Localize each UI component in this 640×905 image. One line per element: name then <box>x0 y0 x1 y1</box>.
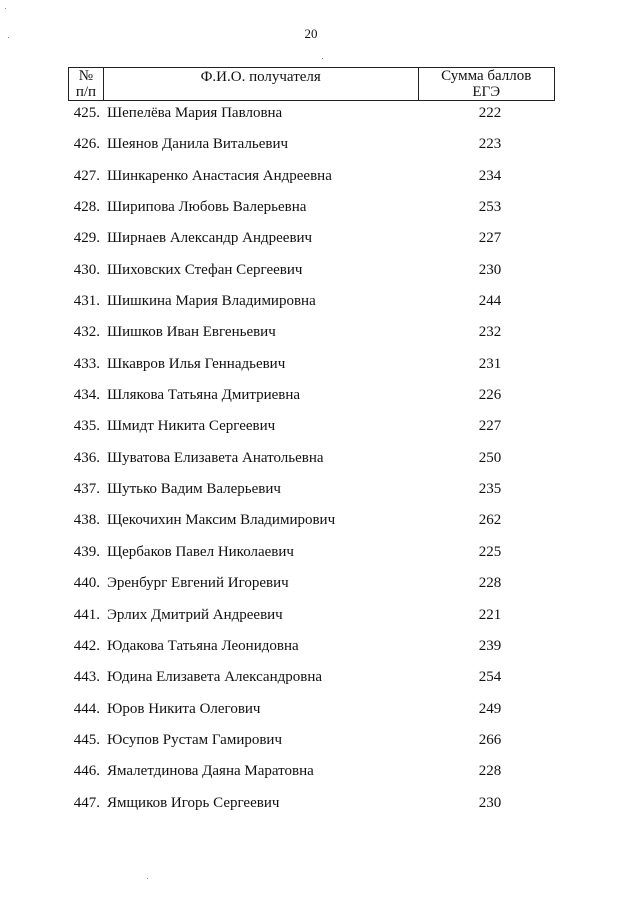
row-number: 441. <box>73 606 100 623</box>
table-row <box>0 510 640 541</box>
row-number: 427. <box>73 167 100 184</box>
recipient-name: Ширнаев Александр Андреевич <box>107 230 313 247</box>
header-number-line2: п/п <box>75 84 97 100</box>
row-number: 428. <box>73 199 100 216</box>
row-number: 430. <box>73 261 100 278</box>
table-row <box>0 416 640 447</box>
table-row <box>0 228 640 259</box>
row-number: 435. <box>73 418 100 435</box>
recipient-name: Шишкина Мария Владимировна <box>107 293 316 310</box>
recipient-name: Шепелёва Мария Павловна <box>107 105 283 121</box>
header-score-cell <box>418 68 555 101</box>
header-score-line1: Сумма баллов <box>441 68 532 84</box>
row-number: 444. <box>73 700 100 717</box>
recipient-name: Эренбург Евгений Игоревич <box>107 575 289 592</box>
scan-speck <box>5 8 6 9</box>
row-number: 442. <box>73 637 100 654</box>
recipient-name: Эрлих Дмитрий Андреевич <box>107 606 283 623</box>
table-row <box>0 699 640 730</box>
exam-score: 262 <box>478 512 502 529</box>
row-number: 434. <box>73 387 100 404</box>
recipient-name: Шуватова Елизавета Анатольевна <box>107 449 324 466</box>
table-row <box>0 761 640 792</box>
header-name-cell <box>103 68 418 101</box>
recipient-name: Юсупов Рустам Гамирович <box>107 731 283 748</box>
table-row <box>0 291 640 322</box>
exam-score: 266 <box>478 731 502 748</box>
exam-score: 231 <box>478 355 502 372</box>
exam-score: 232 <box>478 324 502 341</box>
exam-score: 250 <box>478 449 502 466</box>
recipient-name: Щербаков Павел Николаевич <box>107 543 294 560</box>
scan-speck <box>322 58 323 59</box>
table-row <box>0 134 640 165</box>
row-number: 437. <box>73 481 100 498</box>
exam-score: 253 <box>478 199 502 216</box>
exam-score: 223 <box>478 136 502 153</box>
recipient-list <box>0 103 640 824</box>
recipient-name: Шмидт Никита Сергеевич <box>107 418 276 435</box>
row-number: 433. <box>73 355 100 372</box>
table-row <box>0 479 640 510</box>
row-number: 443. <box>73 669 100 686</box>
table-header <box>68 67 555 101</box>
recipient-name: Шлякова Татьяна Дмитриевна <box>107 387 301 404</box>
recipient-name: Шеянов Данила Витальевич <box>107 136 289 153</box>
row-number: 429. <box>73 230 100 247</box>
recipient-name: Юдакова Татьяна Леонидовна <box>107 637 299 654</box>
recipient-name: Шкавров Илья Геннадьевич <box>107 355 286 372</box>
recipient-name: Шишков Иван Евгеньевич <box>107 324 276 341</box>
exam-score: 249 <box>478 700 502 717</box>
recipient-name: Шутько Вадим Валерьевич <box>107 481 281 498</box>
header-score-line2: ЕГЭ <box>472 84 501 100</box>
scan-speck <box>8 37 9 38</box>
exam-score: 230 <box>478 261 502 278</box>
recipient-name: Ямалетдинова Даяна Маратовна <box>107 763 314 780</box>
row-number: 439. <box>73 543 100 560</box>
exam-score: 244 <box>478 293 502 310</box>
exam-score: 239 <box>478 637 502 654</box>
table-row <box>0 322 640 353</box>
row-number: 447. <box>73 794 100 811</box>
exam-score: 228 <box>478 763 502 780</box>
recipient-name: Ямщиков Игорь Сергеевич <box>107 794 280 811</box>
row-number: 445. <box>73 731 100 748</box>
table-row <box>0 260 640 291</box>
recipient-name: Ширипова Любовь Валерьевна <box>107 199 307 216</box>
table-row <box>0 385 640 416</box>
row-number: 446. <box>73 763 100 780</box>
recipient-name: Шиховских Стефан Сергеевич <box>107 261 303 278</box>
recipient-name: Юдина Елизавета Александровна <box>107 669 323 686</box>
exam-score: 227 <box>478 418 502 435</box>
recipient-name: Юров Никита Олегович <box>107 700 261 717</box>
exam-score: 222 <box>478 105 502 121</box>
table-row <box>0 636 640 667</box>
table-row <box>0 103 640 134</box>
table-row <box>0 793 640 824</box>
table-row <box>0 667 640 698</box>
recipient-name: Щекочихин Максим Владимирович <box>107 512 336 529</box>
row-number: 440. <box>73 575 100 592</box>
exam-score: 254 <box>478 669 502 686</box>
row-number: 431. <box>73 293 100 310</box>
exam-score: 235 <box>478 481 502 498</box>
exam-score: 221 <box>478 606 502 623</box>
header-name: Ф.И.О. получателя <box>200 69 321 85</box>
row-number: 436. <box>73 449 100 466</box>
table-row <box>0 605 640 636</box>
row-number: 438. <box>73 512 100 529</box>
row-number: 426. <box>73 136 100 153</box>
table-row <box>0 197 640 228</box>
row-number: 425. <box>73 105 100 121</box>
exam-score: 227 <box>478 230 502 247</box>
exam-score: 226 <box>478 387 502 404</box>
exam-score: 234 <box>478 167 502 184</box>
header-number-cell <box>69 68 104 101</box>
scan-speck <box>147 878 148 879</box>
table-row <box>0 448 640 479</box>
exam-score: 228 <box>478 575 502 592</box>
page-number: 20 <box>304 26 318 41</box>
table-row <box>0 542 640 573</box>
table-row <box>0 354 640 385</box>
table-row <box>0 166 640 197</box>
exam-score: 225 <box>478 543 502 560</box>
header-number-line1: № <box>78 68 94 84</box>
table-row <box>0 573 640 604</box>
table-row <box>0 730 640 761</box>
row-number: 432. <box>73 324 100 341</box>
exam-score: 230 <box>478 794 502 811</box>
recipient-name: Шинкаренко Анастасия Андреевна <box>107 167 332 184</box>
